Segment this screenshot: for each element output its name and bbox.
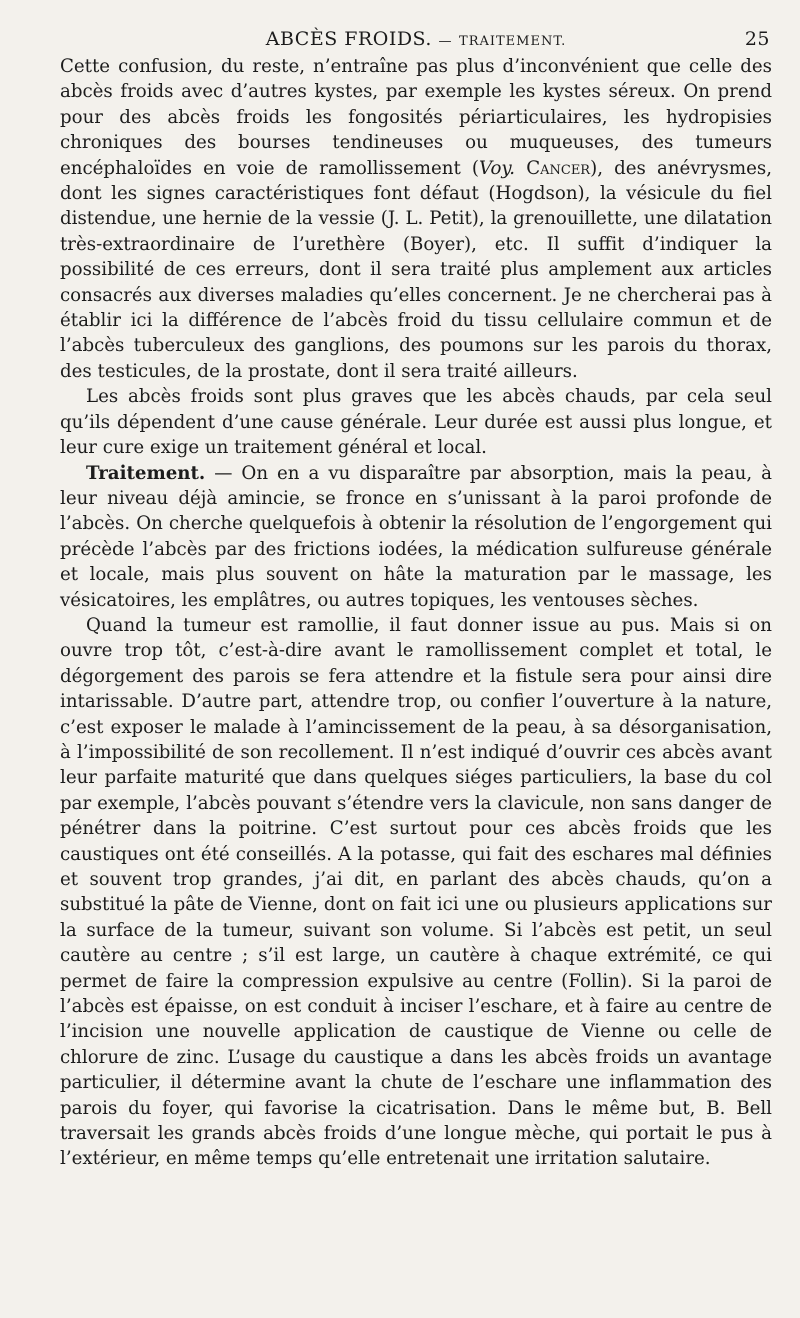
section-heading-traitement: Traitement. <box>86 462 206 484</box>
body-text <box>60 54 772 1172</box>
paragraph-4: Quand la tumeur est ramollie, il faut donner issue au pus. Mais si on ouvre trop tôt, c’est-à-dire avant le ramollissement complet et total, le dégorgement des parois se fera attendre et la fistule sera pour ainsi dire intarissable. D’autre part, attendre trop, ou confier l’ouverture à la nature, c’est exposer le malade à l’amincissement de la peau, à sa désorganisation, à l’impossibilité de son recollement. Il n’est indiqué d’ouvrir ces abcès avant leur parfaite maturité que dans quelques siéges particuliers, la base du col par exemple, l’abcès pouvant s’étendre vers la clavicule, non sans danger de pénétrer dans la poitrine. C’est surtout pour ces abcès froids que les caustiques ont été conseillés. A la potasse, qui fait des eschares mal définies et souvent trop grandes, j’ai dit, en parlant des abcès chauds, qu’on a substitué la pâte de Vienne, dont on fait ici une ou plusieurs applications sur la surface de la tumeur, suivant son volume. Si l’abcès est petit, un seul cautère au centre ; s’il est large, un cautère à chaque extrémité, ce qui permet de faire la compression expulsive au centre (Follin). Si la paroi de l’abcès est épaisse, on est conduit à inciser l’eschare, et à faire au centre de l’incision une nouvelle application de caustique de Vienne ou celle de chlorure de zinc. L’usage du caustique a dans les abcès froids un avantage particulier, il détermine avant la chute de l’eschare une inflammation des parois du foyer, qui favorise la cicatrisation. Dans le même but, B. Bell traversait les grands abcès froids d’une longue mèche, qui portait le pus à l’extérieur, en même temps qu’elle entretenait une irritation salutaire. <box>60 614 772 1170</box>
paragraph-3 <box>60 461 772 613</box>
paragraph-1 <box>60 54 772 384</box>
header-separator: — <box>438 34 453 49</box>
paragraph-1-text-b: ), des anévrysmes, dont les signes caractéristiques font défaut (Hogdson), la vésicule du fiel distendue, une hernie de la vessie (J. L. Petit), la grenouillette, une dilatation très-extraordinaire de l’urethère (Boyer), etc. Il suffit d’indiquer la possibilité de ces erreurs, dont il sera traité plus amplement aux articles consacrés aux diverses maladies qu’elles concernent. Je ne chercherai pas à établir ici la différence de l’abcès froid du tissu cellulaire commun et de l’abcès tuberculeux des ganglions, des poumons sur les parois du thorax, des testicules, de la prostate, dont il sera traité ailleurs. <box>60 157 772 382</box>
header-subtitle: TRAITEMENT. <box>459 34 567 49</box>
paragraph-2: Les abcès froids sont plus graves que les abcès chauds, par cela seul qu’ils dépendent d’une cause générale. Leur durée est aussi plus longue, et leur cure exige un traitement général et local. <box>60 386 772 459</box>
page-number: 25 <box>744 28 770 50</box>
paragraph-3-text: — On en a vu disparaître par absorption, mais la peau, à leur niveau déjà amincie, se fronce en s’unissant à la paroi profonde de l’abcès. On cherche quelquefois à obtenir la résolution de l’engorgement qui précède l’abcès par des frictions iodées, la médication sulfureuse générale et locale, mais plus souvent on hâte la maturation par le massage, les vésicatoires, les emplâtres, ou autres topiques, les ventouses sèches. <box>60 462 772 611</box>
running-header <box>60 28 772 54</box>
paragraph-1-text-a: Cette confusion, du reste, n’entraîne pas plus d’inconvénient que celle des abcès froids avec d’autres kystes, par exemple les kystes séreux. On prend pour des abcès froids les fongosités périarticulaires, les hydropisies chroniques des bourses tendineuses ou muqueuses, des tumeurs encéphaloïdes en voie de ramollissement ( <box>60 56 772 179</box>
voy-reference: Voy. <box>479 157 516 179</box>
cancer-reference: Cancer <box>526 157 591 179</box>
header-title: ABCÈS FROIDS. <box>265 28 432 50</box>
